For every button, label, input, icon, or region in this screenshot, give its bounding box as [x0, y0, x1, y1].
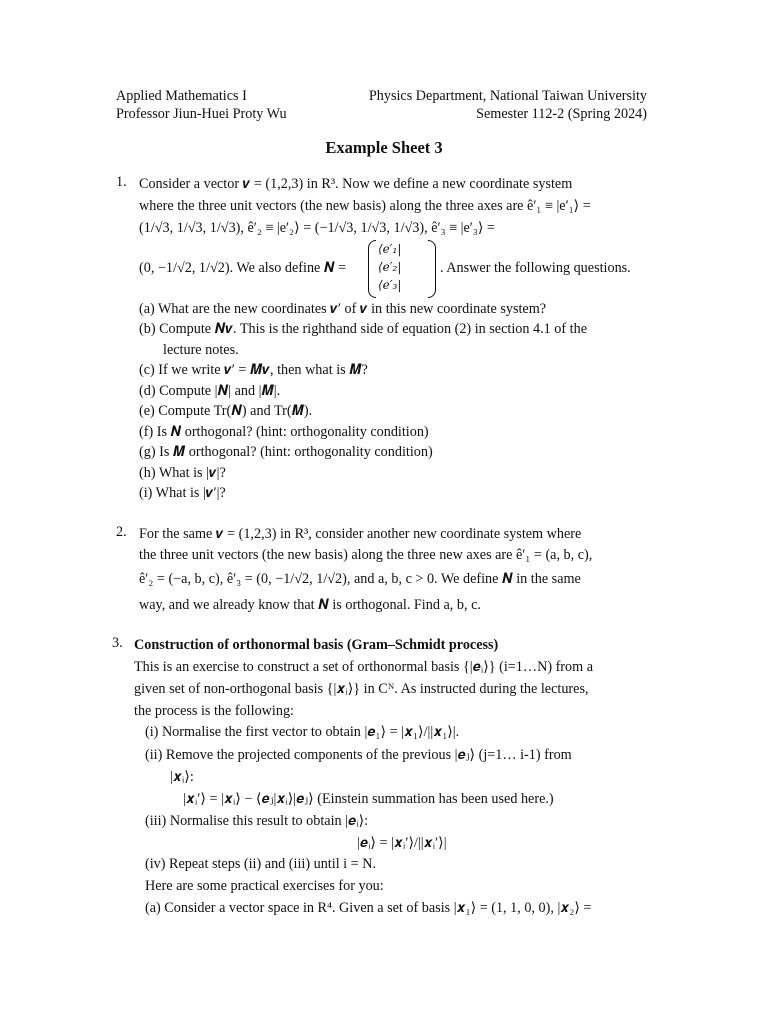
q1-item-h: (h) What is |𝒗|?	[139, 465, 226, 481]
q3-step-iv: (iv) Repeat steps (ii) and (iii) until i = N.	[145, 856, 377, 872]
matrix-row-2: ⟨e′₂|	[378, 260, 402, 274]
q1-line-3: (1/√3, 1/√3, 1/√3), ê′₂ ≡ |e′₂⟩ = (−1/√3, 1/√3, 1/√3), ê′₃ ≡ |e′₃⟩ =	[139, 220, 495, 236]
q1-item-d: (d) Compute |𝑵| and |𝑴|.	[139, 383, 281, 399]
q1-item-f: (f) Is 𝑵 orthogonal? (hint: orthogonality condition)	[139, 424, 429, 440]
matrix-row-1: ⟨e′₁|	[378, 242, 402, 256]
q1-item-g: (g) Is 𝑴 orthogonal? (hint: orthogonality condition)	[139, 444, 433, 460]
course-name: Applied Mathematics I	[116, 88, 247, 104]
q2-line-2: the three unit vectors (the new basis) along the three new axes are ê′₁ = (a, b, c),	[139, 547, 593, 563]
matrix-N	[368, 240, 438, 296]
semester: Semester 112-2 (Spring 2024)	[476, 106, 647, 122]
left-paren	[368, 240, 376, 298]
q1-line-1: Consider a vector 𝒗 = (1,2,3) in R³. Now we define a new coordinate system	[139, 176, 573, 192]
q1-item-e: (e) Compute Tr(𝑵) and Tr(𝑴).	[139, 403, 313, 419]
q3-number: 3.	[112, 635, 123, 651]
q1-item-b: (b) Compute 𝑵𝒗. This is the righthand side of equation (2) in section 4.1 of the	[139, 321, 587, 337]
q1-item-a: (a) What are the new coordinates 𝒗′ of 𝒗 in this new coordinate system?	[139, 301, 547, 317]
q3-line-1: This is an exercise to construct a set of orthonormal basis {|𝒆ᵢ⟩} (i=1…N) from a	[134, 659, 594, 675]
page-header	[116, 87, 647, 123]
q3-step-ii-cont: |𝒙ᵢ⟩:	[170, 769, 194, 785]
q3-heading: Construction of orthonormal basis (Gram–Schmidt process)	[134, 637, 499, 653]
q3-step-iii: (iii) Normalise this result to obtain |𝒆ᵢ⟩:	[145, 813, 369, 829]
q2-line-3: ê′₂ = (−a, b, c), ê′₃ = (0, −1/√2, 1/√2), and a, b, c > 0. We define 𝑵 in the same	[139, 571, 581, 587]
q1-number: 1.	[116, 174, 127, 190]
q1-line-4b: . Answer the following questions.	[440, 260, 631, 276]
q1-line-4a: (0, −1/√2, 1/√2). We also define 𝑵 =	[139, 260, 347, 276]
q3-step-ii: (ii) Remove the projected components of the previous |𝒆ⱼ⟩ (j=1… i-1) from	[145, 747, 572, 763]
q2-number: 2.	[116, 524, 127, 540]
q1-item-c: (c) If we write 𝒗′ = 𝑴𝒗, then what is 𝑴?	[139, 362, 368, 378]
q3-step-ii-formula: |𝒙ᵢ′⟩ = |𝒙ᵢ⟩ − ⟨𝒆ⱼ|𝒙ᵢ⟩|𝒆ⱼ⟩ (Einstein summation has been used here.)	[183, 791, 554, 807]
q3-line-2: given set of non-orthogonal basis {|𝒙ᵢ⟩} in Cᴺ. As instructed during the lectures,	[134, 681, 589, 697]
q1-item-b-cont: lecture notes.	[163, 342, 239, 358]
department: Physics Department, National Taiwan University	[368, 88, 647, 104]
q3-exercises-intro: Here are some practical exercises for you:	[145, 878, 384, 894]
sheet-title: Example Sheet 3	[325, 138, 443, 157]
q1-item-i: (i) What is |𝒗′|?	[139, 485, 226, 501]
matrix-row-3: ⟨e′₃|	[378, 278, 402, 292]
q3-line-3: the process is the following:	[134, 703, 294, 719]
q3-exercise-a: (a) Consider a vector space in R⁴. Given a set of basis |𝒙₁⟩ = (1, 1, 0, 0), |𝒙₂⟩ =	[145, 900, 592, 916]
professor-name: Professor Jiun-Huei Proty Wu	[116, 106, 287, 122]
q3-step-iii-formula: |𝒆ᵢ⟩ = |𝒙ᵢ′⟩/||𝒙ᵢ′⟩|	[357, 835, 447, 851]
q2-line-1: For the same 𝒗 = (1,2,3) in R³, consider another new coordinate system where	[139, 526, 582, 542]
right-paren	[428, 240, 436, 298]
q3-step-i: (i) Normalise the first vector to obtain |𝒆₁⟩ = |𝒙₁⟩/||𝒙₁⟩|.	[145, 724, 460, 740]
q2-line-4: way, and we already know that 𝑵 is orthogonal. Find a, b, c.	[139, 597, 481, 613]
q1-line-2: where the three unit vectors (the new basis) along the three axes are ê′₁ ≡ |e′₁⟩ =	[139, 198, 591, 214]
